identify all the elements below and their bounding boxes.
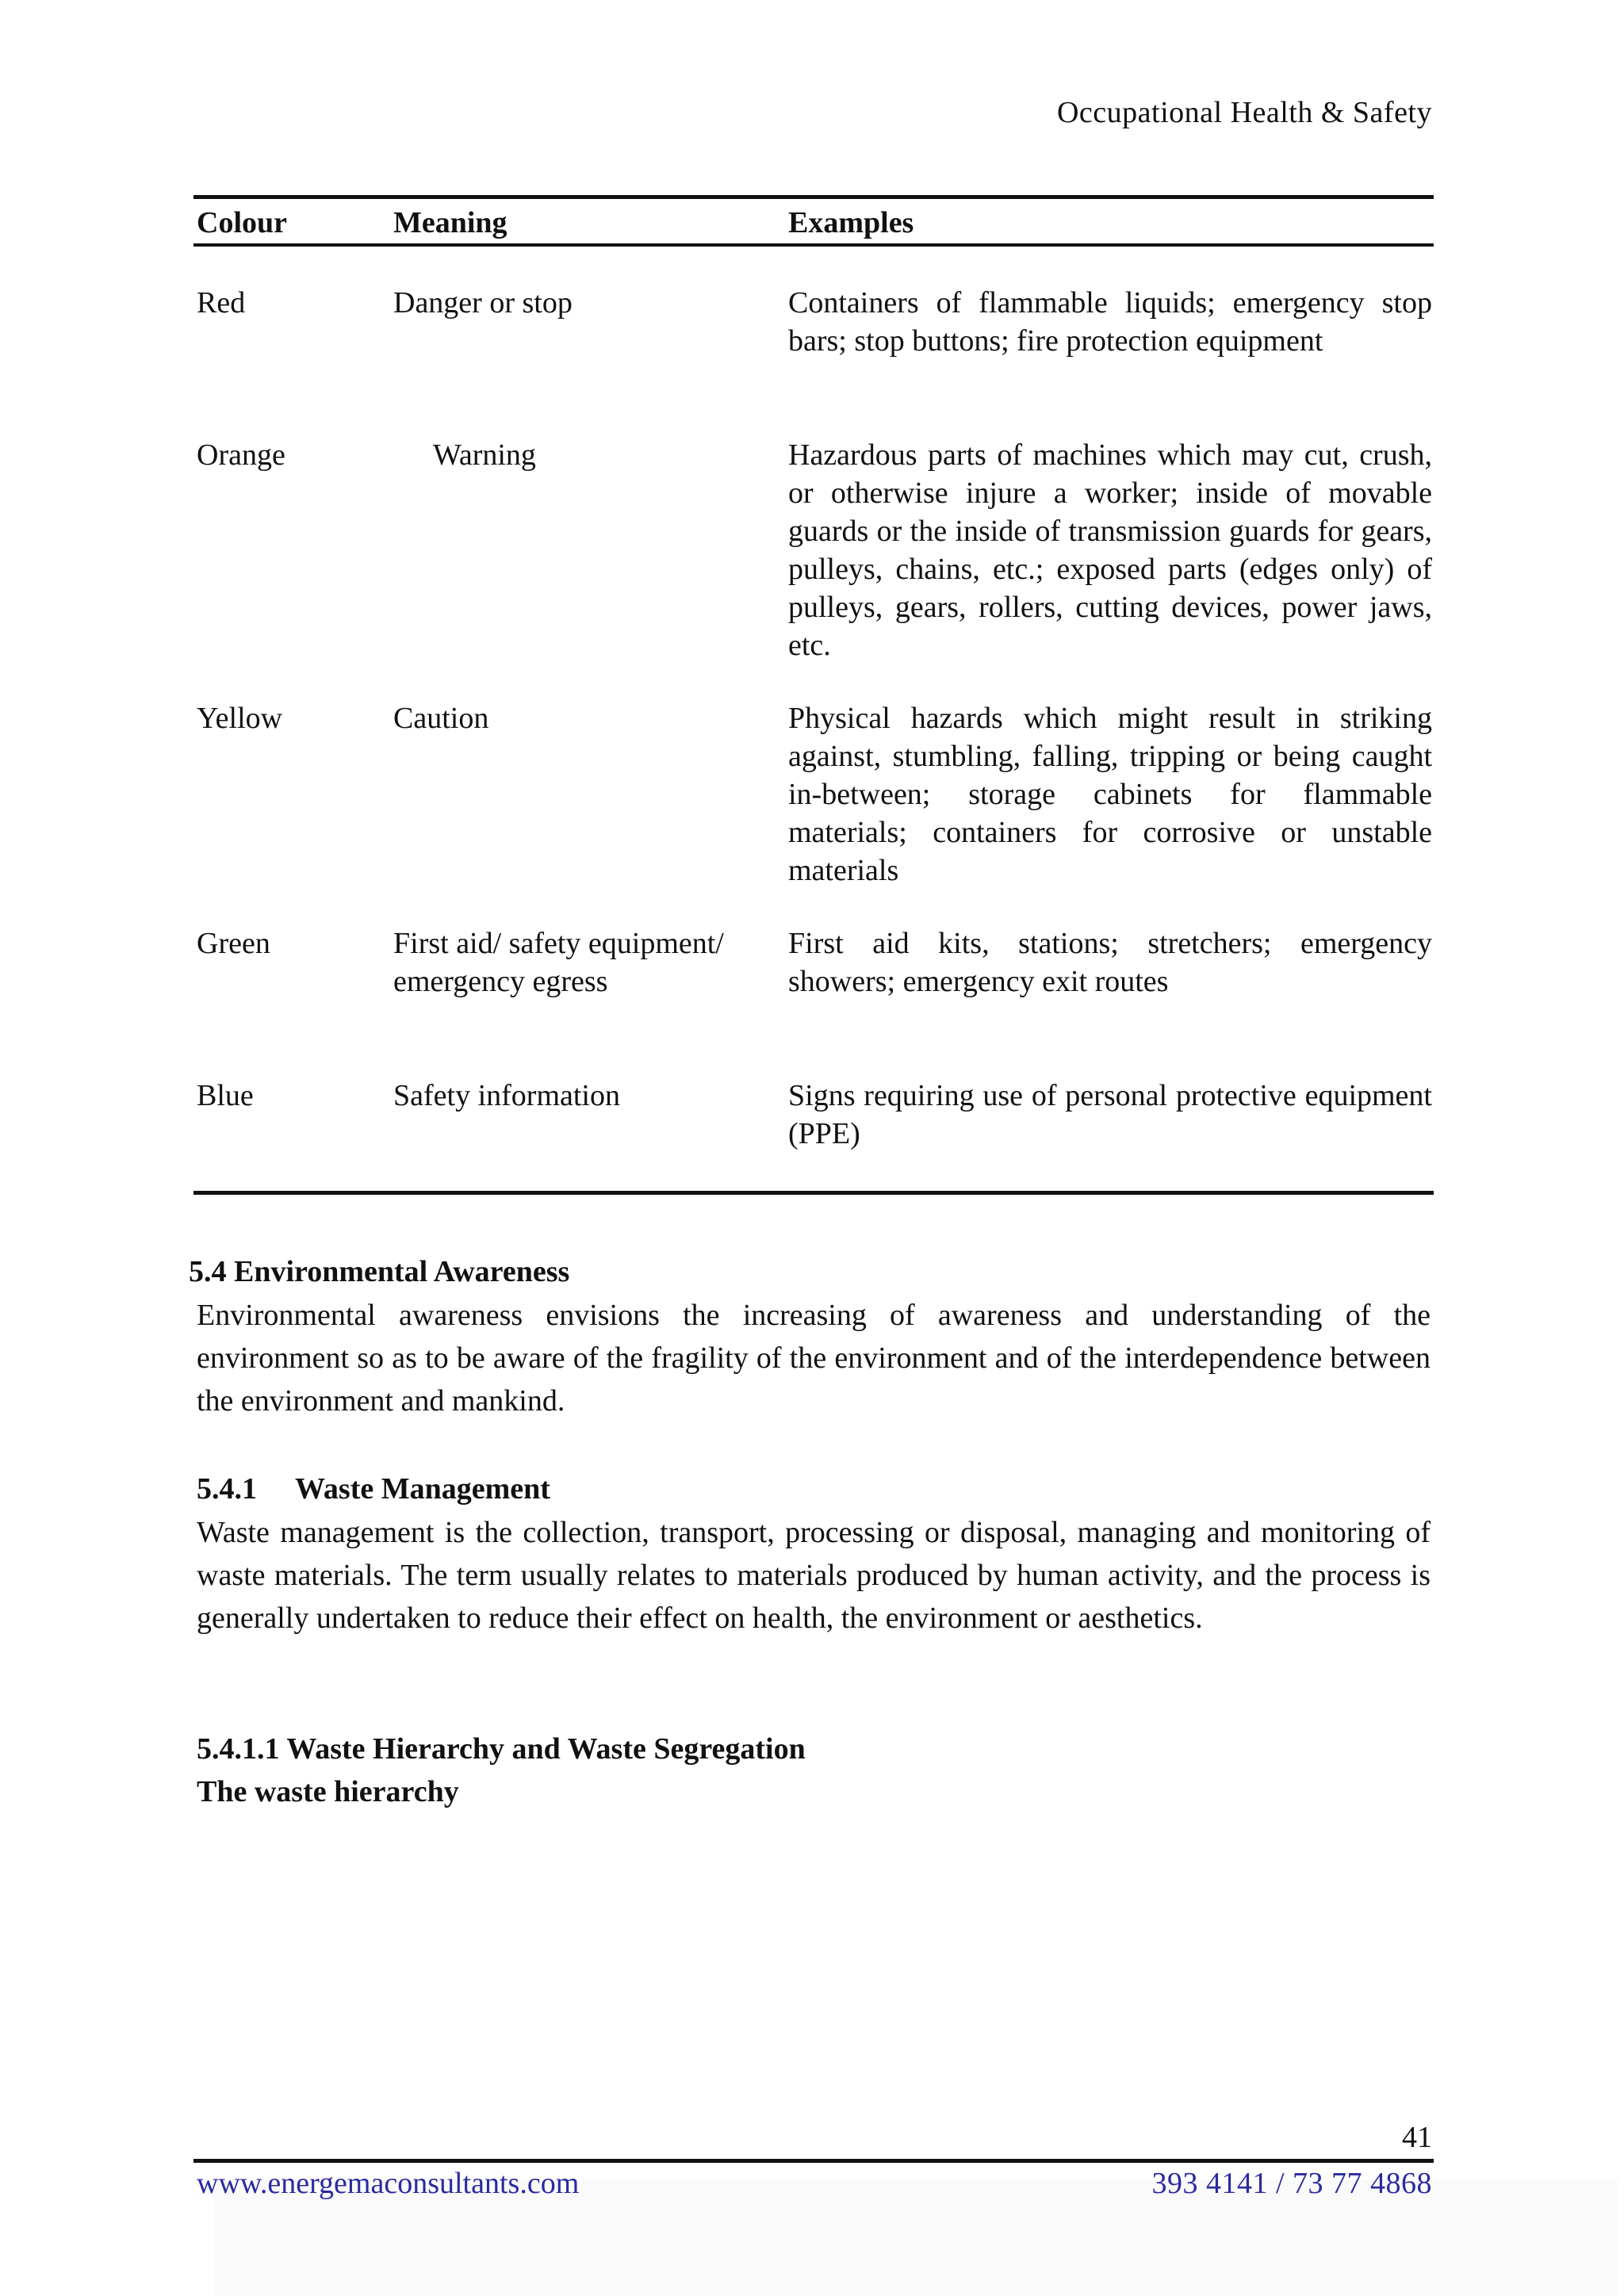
- subheading-waste-hierarchy: The waste hierarchy: [197, 1775, 459, 1808]
- cell-colour: Red: [197, 286, 246, 320]
- cell-examples: Signs requiring use of personal protective equipment (PPE): [788, 1079, 1432, 1150]
- cell-examples: Physical hazards which might result in striking against, stumbling, falling, tripping or being caught in-between; storage cabinets for flammable materials; containers for corrosive or unstable materials: [788, 702, 1432, 887]
- cell-examples: Containers of flammable liquids; emergency stop bars; stop buttons; fire protection equipment: [788, 286, 1432, 358]
- section-body-environmental-awareness: Environmental awareness envisions the increasing of awareness and understanding of the environment so as to be aware of the fragility of the environment and of the interdependence between the environment and mankind.: [197, 1299, 1431, 1418]
- header-colour: Colour: [197, 206, 287, 239]
- table-header-row: [0, 204, 1624, 242]
- table-top-rule: [193, 195, 1434, 199]
- cell-colour: Green: [197, 927, 270, 960]
- header-examples: Examples: [788, 206, 914, 239]
- phone-numbers: 393 4141 / 73 77 4868: [1151, 2167, 1432, 2200]
- table-bottom-rule: [193, 1191, 1434, 1195]
- header-meaning: Meaning: [393, 206, 508, 239]
- cell-meaning: First aid/ safety equipment/ emergency egress: [393, 927, 724, 998]
- table-header-rule: [193, 243, 1434, 247]
- page-number: 41: [1402, 2121, 1432, 2154]
- website-link[interactable]: www.energemaconsultants.com: [197, 2167, 580, 2200]
- running-header: Occupational Health & Safety: [1056, 96, 1432, 129]
- cell-examples: First aid kits, stations; stretchers; emergency showers; emergency exit routes: [788, 927, 1432, 998]
- cell-colour: Blue: [197, 1079, 254, 1112]
- section-heading-environmental-awareness: 5.4 Environmental Awareness: [189, 1255, 570, 1288]
- section-heading-waste-management: [197, 1470, 1431, 1508]
- cell-meaning: Warning: [433, 438, 536, 472]
- cell-colour: Orange: [197, 438, 285, 472]
- footer-rule: [193, 2159, 1434, 2163]
- section-body-waste-management: Waste management is the collection, transport, processing or disposal, managing and monitoring of waste materials. The term usually relates to materials produced by human activity, and the process is generally undertaken to reduce their effect on health, the environment or aesthetics.: [197, 1516, 1431, 1635]
- section-number: 5.4.1: [197, 1472, 257, 1506]
- cell-meaning: Danger or stop: [393, 286, 573, 320]
- cell-meaning: Caution: [393, 702, 489, 735]
- cell-meaning: Safety information: [393, 1079, 620, 1112]
- section-heading-waste-hierarchy: 5.4.1.1 Waste Hierarchy and Waste Segregation: [197, 1732, 806, 1766]
- section-title: Waste Management: [295, 1472, 550, 1506]
- cell-colour: Yellow: [197, 702, 283, 735]
- cell-examples: Hazardous parts of machines which may cut, crush, or otherwise injure a worker; inside of movable guards or the inside of transmission guards for gears, pulleys, chains, etc.; exposed parts (edges only) of pulleys, gears, rollers, cutting devices, power jaws, etc.: [788, 438, 1432, 662]
